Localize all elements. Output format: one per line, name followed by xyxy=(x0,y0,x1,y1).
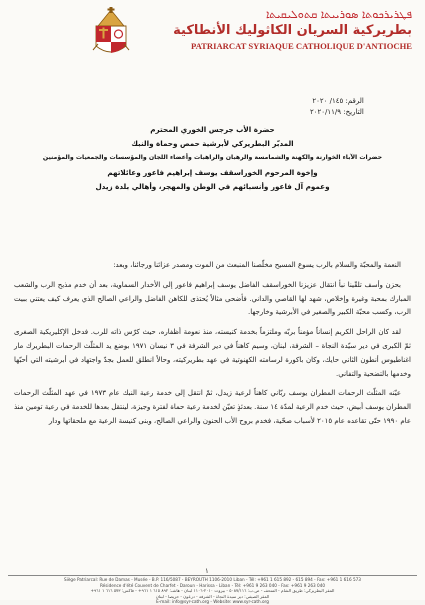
footer-address-line: Résidence d'été Couvent de Charfet - Daroun - Harissa - Liban - Tél: +961 9 263 040 - Fax: +961 9 263 040 xyxy=(99,582,326,588)
patriarchal-crest-icon xyxy=(90,6,132,58)
body-paragraph: النعمة والمحبّة والسلام بالرب يسوع المسيح مخلّصنا المنبعث من الموت ومصدر عزائنا ورجائنا، وبعد: xyxy=(113,261,401,269)
reference-date: التاريخ: ٢٠٢٠/١١/٩ xyxy=(310,108,364,116)
footer-contact-line[interactable]: E-mail: info@syr-cath.org - Website: www.syr-cath.org xyxy=(156,599,269,605)
recipient-line: حضرة الأب جرجس الخوري المحترم xyxy=(150,125,275,134)
reference-block xyxy=(310,96,364,118)
letterhead-footer xyxy=(8,575,417,605)
brand-french: PATRIARCAT SYRIAQUE CATHOLIQUE D'ANTIOCHE xyxy=(191,41,412,51)
recipient-line: وعموم آل فاعور وأنسبائهم في الوطن والمهجر، وأهالي بلدة زيدل xyxy=(95,181,330,191)
letter-body xyxy=(14,259,411,435)
brand-syriac: ܦܛܪܝܪܟܘܬܐ ܣܘܪܝܝܬܐ ܩܬܘܠܝܩܝܬܐ xyxy=(266,8,412,21)
brand-block xyxy=(138,8,412,52)
footer-address-line: المقر الصيفي: دير سيدة النجاة - الشرفة - درعون - حريصا - لبنان xyxy=(155,593,270,599)
recipient-line: المدبّر البطريركي لأبرشية حمص وحماة والنبك xyxy=(131,139,294,149)
body-paragraph: بحزن وأسف تلقّينا نبأ انتقال عزيزنا الخوراسقف الفاضل يوسف إبراهيم فاعور إلى الأخدار السماوية، بعد أن خدم مذبح الرب والشعب المبارك بمحبة وغيرة وإخلاص، شهد لها القاصي والداني. فأضحى مثالاً يُحتذى للكاهن الفاضل والراعي الصالح الذي يعرف كيف يعتني ببيت الرب، وكسب محبّة الكبير والصغير في الأبرشية وخارجها. xyxy=(14,280,411,317)
letterhead xyxy=(90,6,415,58)
brand-arabic: بطريركية السريان الكاثوليك الأنطاكية xyxy=(173,23,412,38)
body-paragraph: عيّنه المثلّث الرحمات المطران يوسف ربّاني كاهناً لرعية زيدل، ثمّ انتقل إلى خدمة رعية النبك عام ١٩٧٣ في عهد المثلّث الرحمات المطران يوسف أبيض، حيث خدم الرعية لمدّة ١٤ سنة. بعدئذٍ تعيّن لخدمة رعية حماة لفترة وجيزة، لينتقل بعدها للخدمة في رعية تومين منذ عام ١٩٩٠ حتّى تقاعده عام ٢٠١٥ لأسباب صحّية، فخدم بروح الأب الحنون والراعي الصالح، وبنى كنيسة الرعية مع ملحقاتها ودار xyxy=(14,389,411,425)
footer-address-line: المقر البطريركي: طريق الشام - المتحف - ص.ب: ٥٠٨٧/١١٦ - بيروت ٢٠١٠-١١٠٦ لبنان - هاتف: ٨٩٢ ٦١٥ ١ ٩٦١+ - فاكس: ٥٧٣ ٦١٦ ١ ٩٦١+ xyxy=(90,588,335,594)
recipients-block xyxy=(14,123,411,194)
body-paragraph: لقد كان الراحل الكريم إنساناً مؤمناً بربّه وملتزماً بخدمة كنيسته، منذ نعومة أظفاره، حيث كرّس ذاته للرب. فدخل الإكليريكية الصغرى ثمّ الكبرى في دير سيّدة النجاة – الشرفة، لبنان، وسيم كاهناً في دير الشرفة في ٣ نيسان ١٩٧١ بوضع يد المثلّث الرحمات البطريرك مار اغناطيوس أنطون الثاني حايك، وكان باكورة لرسامته الكهنوتية في عهد بطريركيته، وحالاً انطلق للعمل بجدّ واجتهاد في أبرشيته التي أحبّها وخدمها بالتضحية والتفاني. xyxy=(14,328,411,378)
recipient-line: حضرات الآباء الخوارنة والكهنة والشمامسة والرهبان والراهبات وأعضاء اللجان والمؤسسات والجمعيات والمؤمنين xyxy=(42,154,383,162)
reference-number: الرقم: ١٤٥/ ٢٠٢٠ xyxy=(312,97,364,105)
page-number: ١ xyxy=(205,567,209,575)
recipient-line: وإخوة المرحوم الخوراسقف يوسف إبراهيم فاعور وعائلاتهم xyxy=(107,167,318,177)
footer-address-line: Siège Patriarcal: Rue de Damas - Musée - B.P. 116/5087 - BEYROUTH 1106-2010 Liban - Tél: +961 1 615 892 - 615 894 - Fax: +961 1 616 573 xyxy=(64,577,361,582)
